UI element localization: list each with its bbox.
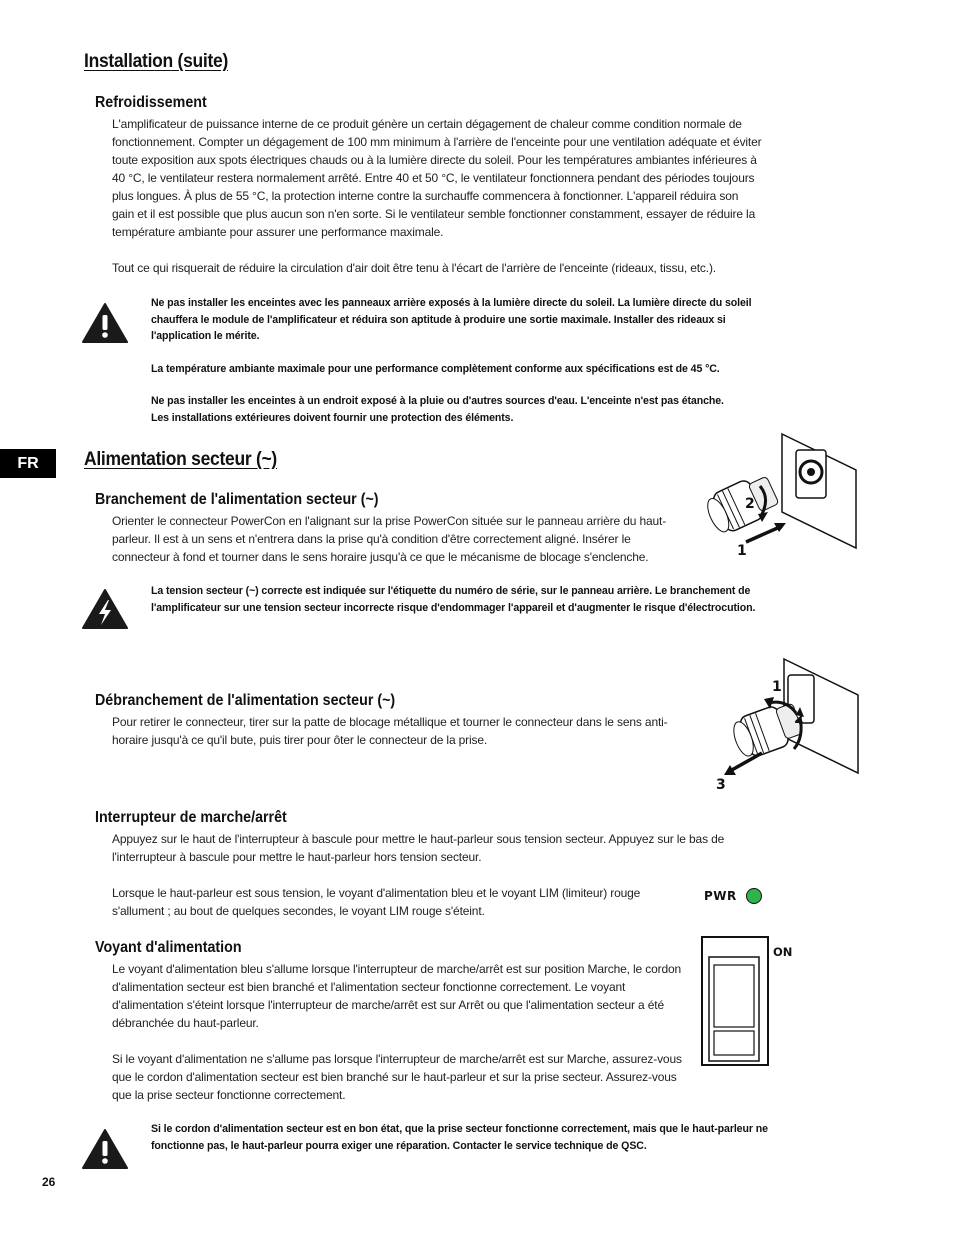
paragraph-interrupteur-2: Lorsque le haut-parleur est sous tension, le voyant d'alimentation bleu et le voyant LIM (limiteur) rouge s'allument ; au bout de quelques secondes, le voyant LIM rouge s'éteint. bbox=[112, 886, 641, 918]
section-title-installation: Installation (suite) bbox=[84, 51, 229, 72]
paragraph-interrupteur-1: Appuyez sur le haut de l'interrupteur à bascule pour mettre le haut-parleur sous tension secteur. Appuyez sur le bas de l'interrupteur à bascule pour mettre le haut-parleur hors tension secteur. bbox=[112, 832, 725, 864]
warning-sunlight: Ne pas installer les enceintes avec les panneaux arrière exposés à la lumière directe du soleil. La lumière directe du soleil chauffera le module de l'amplificateur et réduira son aptitude à produire une sortie maximale. Installer des rideaux si l'application le mérite. bbox=[151, 297, 752, 342]
heading-voyant: Voyant d'alimentation bbox=[95, 939, 242, 956]
warning-triangle-icon-2 bbox=[82, 1128, 128, 1170]
heading-refroidissement: Refroidissement bbox=[95, 94, 207, 111]
fig-connect-step-2: 2 bbox=[745, 496, 755, 512]
heading-debranchement: Débranchement de l'alimentation secteur (~) bbox=[95, 692, 396, 709]
warning-triangle-icon bbox=[82, 302, 128, 344]
warning-temperature: La température ambiante maximale pour une performance complètement conforme aux spécifications est de 45 °C. bbox=[151, 363, 720, 375]
paragraph-debranchement: Pour retirer le connecteur, tirer sur la patte de blocage métallique et tourner le connecteur dans le sens anti-horaire jusqu'à ce qu'il bute, puis tirer pour ôter le connecteur de la prise. bbox=[112, 715, 668, 747]
paragraph-voyant-1: Le voyant d'alimentation bleu s'allume lorsque l'interrupteur de marche/arrêt est sur position Marche, le cordon d'alimentation secteur est bien branché et l'alimentation secteur fonctionne correctement. Le voyant d'alimentation s'éteint lorsque l'interrupteur de marche/arrêt est sur Arrêt ou que l'alimentation secteur a été débranchée du haut-parleur. bbox=[112, 962, 682, 1030]
fig-connect-step-1: 1 bbox=[737, 543, 747, 559]
fig-disconnect-step-3: 3 bbox=[716, 777, 726, 793]
powercon-disconnect-illustration bbox=[708, 655, 864, 795]
paragraph-voyant-2: Si le voyant d'alimentation ne s'allume pas lorsque l'interrupteur de marche/arrêt est sur Marche, assurez-vous que le cordon d'alimentation secteur est bien branché sur le haut-parleur et sur la prise secteur. Assurez-vous que la prise secteur fonctionne correctement. bbox=[112, 1052, 682, 1102]
pwr-label: PWR bbox=[704, 889, 737, 903]
on-label: ON bbox=[773, 945, 793, 959]
paragraph-branchement: Orienter le connecteur PowerCon en l'alignant sur la prise PowerCon située sur le panneau arrière du haut-parleur. Il est à un sens et n'entrera dans la prise qu'à condition d'être correctement aligné. Insérer le connecteur à fond et tourner dans le sens horaire jusqu'à ce que le mécanisme de blocage s'enclenche. bbox=[112, 514, 667, 564]
heading-branchement: Branchement de l'alimentation secteur (~) bbox=[95, 491, 379, 508]
fig-disconnect-step-1: 1 bbox=[772, 679, 782, 695]
electric-shock-warning-icon bbox=[82, 588, 128, 630]
warning-rain: Ne pas installer les enceintes à un endroit exposé à la pluie ou d'autres sources d'eau. L'enceinte n'est pas étanche. Les installations extérieures doivent fournir une protection des éléments. bbox=[151, 395, 724, 424]
warning-service: Si le cordon d'alimentation secteur est en bon état, que la prise secteur fonctionne correctement, mais que le haut-parleur ne fonctionne pas, le haut-parleur pourra exiger une réparation. Contacter le service technique de QSC. bbox=[151, 1123, 768, 1152]
heading-interrupteur: Interrupteur de marche/arrêt bbox=[95, 809, 287, 826]
fig-disconnect-step-2: 2 bbox=[794, 711, 804, 727]
warning-voltage: La tension secteur (~) correcte est indiquée sur l'étiquette du numéro de série, sur le panneau arrière. Le branchement de l'amplificateur sur une tension secteur incorrecte risque d'endommager l'appareil et d'augmenter le risque d'électrocution. bbox=[151, 585, 756, 614]
page-number: 26 bbox=[42, 1175, 56, 1189]
rocker-switch-illustration bbox=[700, 935, 770, 1067]
section-title-alimentation: Alimentation secteur (~) bbox=[84, 449, 277, 470]
paragraph-refroidissement-1: L'amplificateur de puissance interne de ce produit génère un certain dégagement de chaleur comme condition normale de fonctionnement. Compter un dégagement de 100 mm minimum à l'arrière de l'enceinte pour une ventilation adéquate et éviter toute exposition aux spots électriques chauds ou à la lumière directe du soleil. Pour les températures ambiantes inférieures à 40 °C, le ventilateur restera normalement arrêté. Entre 40 et 50 °C, le ventilateur fonctionnera pendant des périodes toujours plus longues. À plus de 55 °C, la protection interne contre la surchauffe commencera à fonctionner. L'appareil réduira son gain et il est possible que plus aucun son n'en sorte. Si le ventilateur semble fonctionner constamment, essayer de réduire la température ambiante pour assurer une performance maximale. bbox=[112, 117, 762, 239]
powercon-connect-illustration bbox=[690, 430, 860, 560]
paragraph-refroidissement-2: Tout ce qui risquerait de réduire la circulation d'air doit être tenu à l'écart de l'arrière de l'enceinte (rideaux, tissu, etc.). bbox=[112, 261, 716, 275]
power-led-icon bbox=[746, 888, 762, 904]
language-tab: FR bbox=[0, 449, 56, 478]
